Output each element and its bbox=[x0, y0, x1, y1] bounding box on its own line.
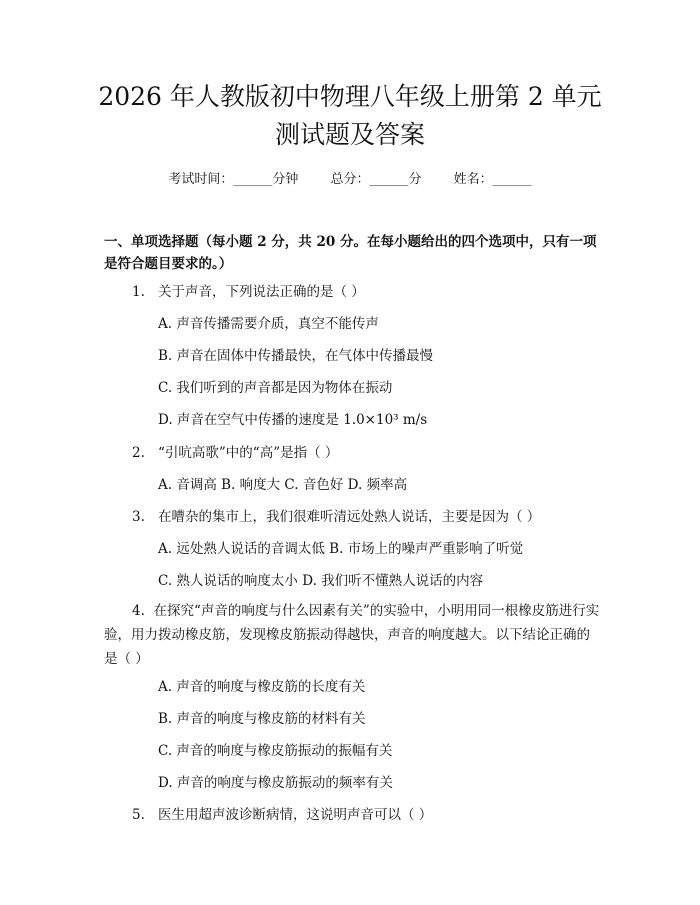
question-number: 3. bbox=[132, 509, 145, 525]
exam-score: 总分：______分 bbox=[330, 172, 422, 187]
question-text: 在嘈杂的集市上，我们很难听清远处熟人说话，主要是因为（ ） bbox=[158, 509, 541, 525]
question-text: “引吭高歌”中的“高”是指（ ） bbox=[158, 445, 339, 461]
question-5 bbox=[132, 805, 602, 825]
option: D. 声音在空气中传播的速度是 1.0×10³ m/s bbox=[158, 412, 428, 428]
question-text: 医生用超声波诊断病情，这说明声音可以（ ） bbox=[158, 807, 433, 823]
doc-title-line1: 2026 年人教版初中物理八年级上册第 2 单元 bbox=[98, 82, 602, 111]
question-1 bbox=[132, 282, 602, 302]
option: A. 远处熟人说话的音调太低 B. 市场上的噪声严重影响了听觉 bbox=[158, 541, 524, 557]
question-number: 5. bbox=[132, 807, 145, 823]
question-3 bbox=[132, 507, 602, 527]
question-number: 4. bbox=[132, 603, 145, 619]
option: B. 声音在固体中传播最快，在气体中传播最慢 bbox=[158, 348, 434, 364]
question-number: 2. bbox=[132, 445, 145, 461]
section-heading: 一、单项选择题（每小题 2 分，共 20 分。在每小题给出的四个选项中，只有一项是符合题目要求的。） bbox=[104, 234, 597, 272]
exam-meta bbox=[0, 168, 700, 187]
student-name: 姓名：______ bbox=[453, 172, 532, 187]
question-text: 在探究“声音的响度与什么因素有关”的实验中，小明用同一根橡皮筋进行实验，用力拨动橡皮筋，发现橡皮筋振动得越快，声音的响度越大。以下结论正确的是（ ） bbox=[104, 603, 600, 667]
option: A. 声音传播需要介质，真空不能传声 bbox=[158, 316, 379, 332]
question-4 bbox=[104, 599, 602, 671]
option: C. 声音的响度与橡皮筋振动的振幅有关 bbox=[158, 743, 393, 759]
question-number: 1. bbox=[132, 284, 145, 300]
option: B. 声音的响度与橡皮筋的材料有关 bbox=[158, 711, 366, 727]
option: A. 声音的响度与橡皮筋的长度有关 bbox=[158, 679, 366, 695]
exam-time: 考试时间：______分钟 bbox=[168, 172, 299, 187]
question-text: 关于声音，下列说法正确的是（ ） bbox=[158, 284, 365, 300]
question-2 bbox=[132, 443, 602, 463]
doc-title-line2: 测试题及答案 bbox=[274, 120, 425, 149]
option: D. 声音的响度与橡皮筋振动的频率有关 bbox=[158, 775, 393, 791]
option: A. 音调高 B. 响度大 C. 音色好 D. 频率高 bbox=[158, 477, 408, 493]
option: C. 我们听到的声音都是因为物体在振动 bbox=[158, 380, 393, 396]
option: C. 熟人说话的响度太小 D. 我们听不懂熟人说话的内容 bbox=[158, 573, 484, 589]
